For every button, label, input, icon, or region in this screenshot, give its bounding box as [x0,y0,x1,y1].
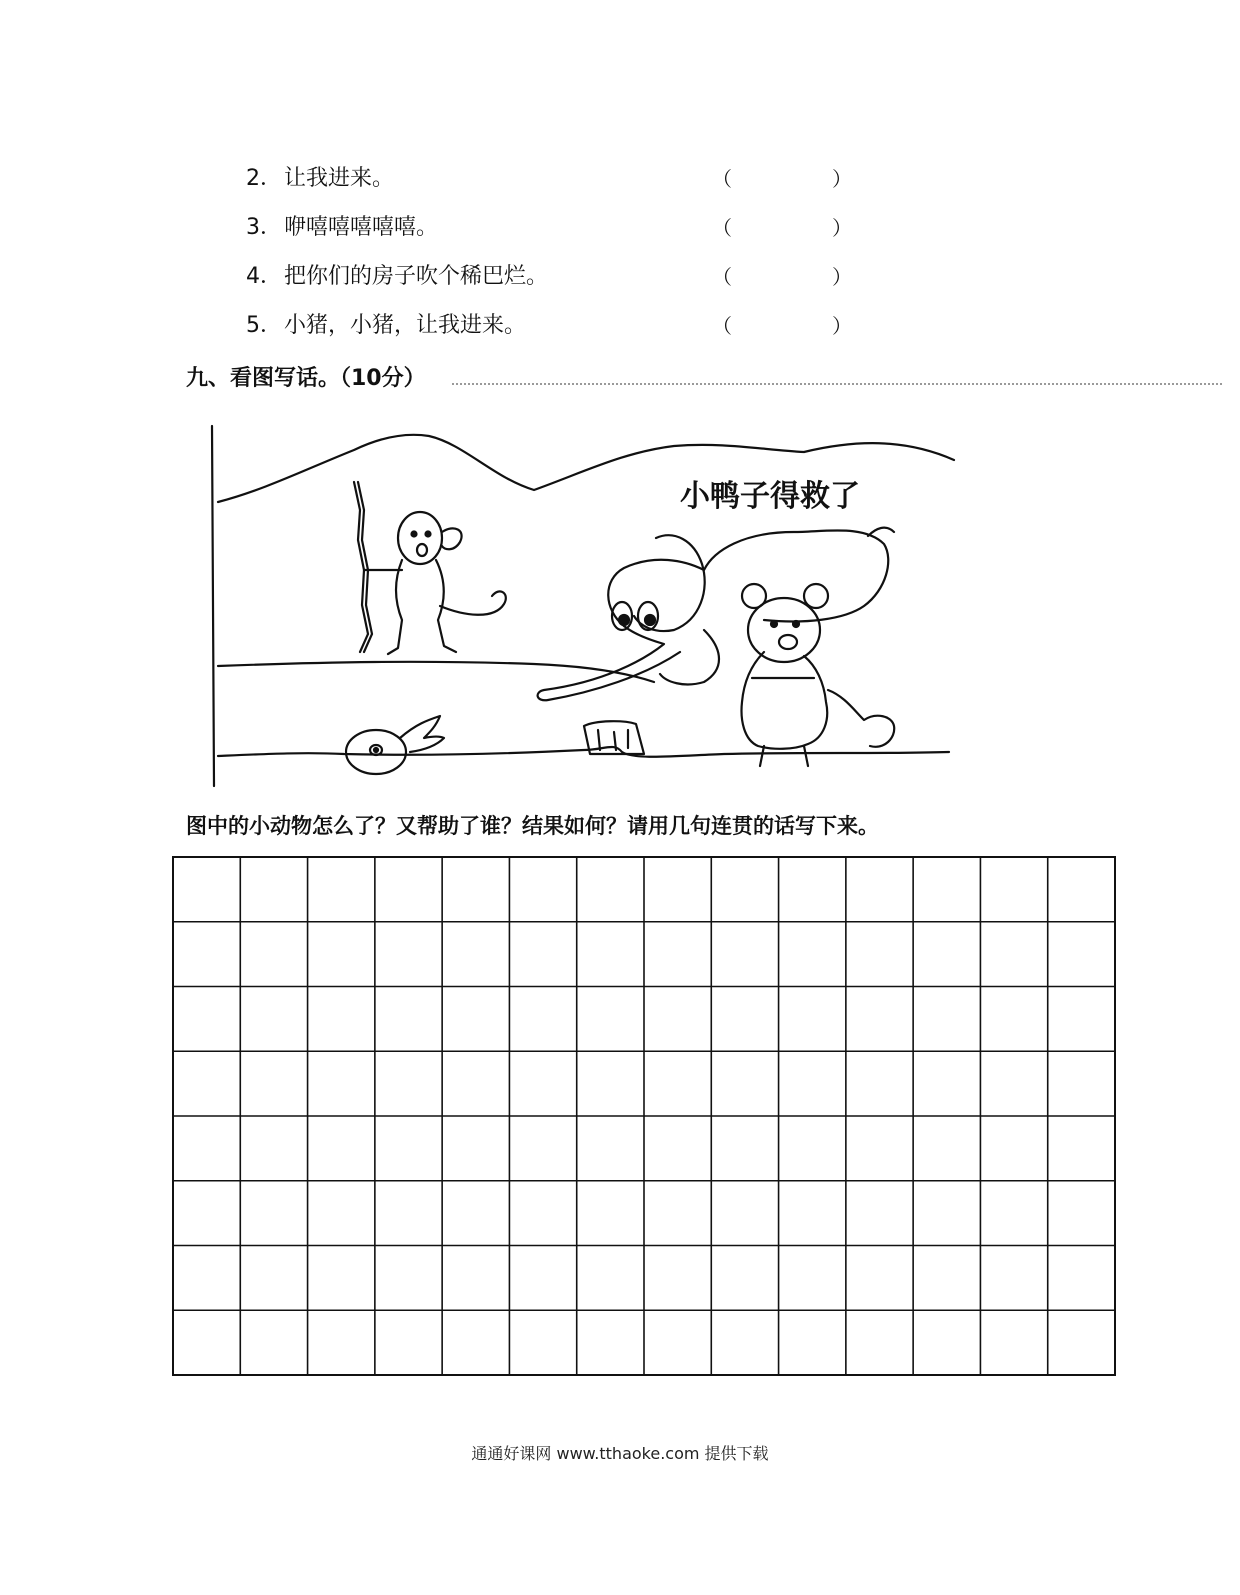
question-item-2 [246,162,394,196]
answer-blank-2[interactable] [712,162,852,196]
question-item-5 [246,309,526,343]
item-text: 咿嘻嘻嘻嘻嘻。 [284,215,439,240]
item-number: 5． [246,313,282,338]
illustration-svg [204,420,964,790]
item-text: 把你们的房子吹个稀巴烂。 [284,264,549,289]
paren-open: （ [712,216,732,240]
footer-text: 通通好课网 www.tthaoke.com 提供下载 [471,1444,769,1463]
writing-grid-svg [172,856,1116,1376]
writing-prompt: 图中的小动物怎么了？又帮助了谁？结果如何？请用几句连贯的话写下来。 [186,814,879,838]
paren-open: （ [712,314,732,338]
river-bank-top [218,662,654,682]
elephant-body [608,530,888,626]
paren-close: ） [832,314,852,338]
question-item-4 [246,260,548,294]
frame-line [212,426,214,786]
river-bank-bottom [218,747,949,757]
picture-illustration [204,420,964,790]
illustration-caption: 小鸭子得救了 [680,479,860,514]
answer-blank-4[interactable] [712,260,852,294]
question-item-3 [246,211,438,245]
item-number: 4． [246,264,282,289]
paren-close: ） [832,265,852,289]
answer-blank-3[interactable] [712,211,852,245]
answer-blank-5[interactable] [712,309,852,343]
writing-grid[interactable] [172,856,1116,1376]
stick-edge [354,482,368,652]
bear-ear-right [804,584,828,608]
bear-head [748,598,820,662]
item-number: 3． [246,215,282,240]
paren-open: （ [712,167,732,191]
dotted-leader [452,383,1222,385]
section-title: 九、看图写话。（10分） [186,366,426,391]
item-text: 小猪，小猪，让我进来。 [284,313,527,338]
item-number: 2． [246,166,282,191]
paren-open: （ [712,265,732,289]
item-text: 让我进来。 [284,166,395,191]
paren-close: ） [832,167,852,191]
paren-close: ） [832,216,852,240]
